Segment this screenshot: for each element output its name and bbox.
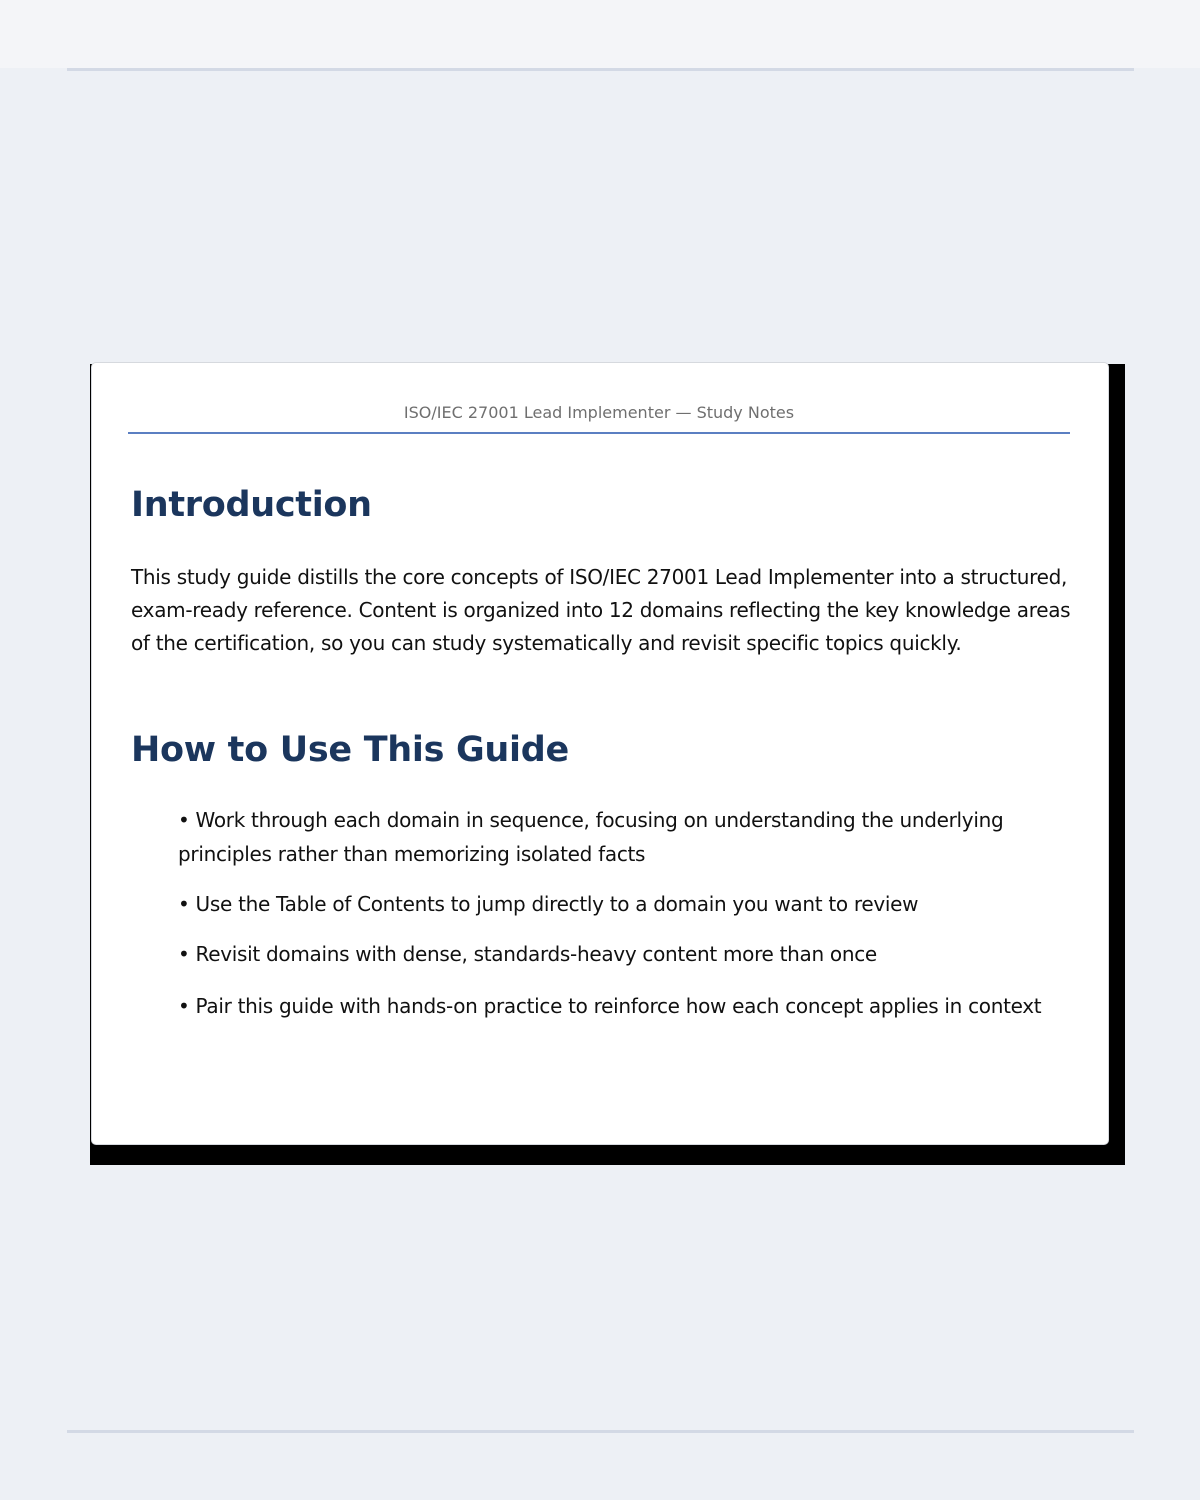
- list-item: • Pair this guide with hands-on practice to reinforce how each concept applies in context: [178, 994, 1042, 1018]
- list-item: • Revisit domains with dense, standards-heavy content more than once: [178, 942, 877, 966]
- viewer-top-bar: [0, 0, 1200, 68]
- how-to-use-list: [178, 803, 1058, 1039]
- how-to-use-heading: How to Use This Guide: [131, 730, 569, 770]
- top-divider: [67, 68, 1134, 71]
- bottom-divider: [67, 1430, 1134, 1433]
- introduction-paragraph: This study guide distills the core concepts of ISO/IEC 27001 Lead Implementer into a structured, exam-ready reference. Content is organized into 12 domains reflecting the key knowledge areas of the certification, so you can study systematically and revisit specific topics quickly.: [131, 565, 1071, 655]
- running-header: ISO/IEC 27001 Lead Implementer — Study Notes: [403, 403, 795, 422]
- document-page: [91, 362, 1109, 1145]
- list-item: • Work through each domain in sequence, focusing on understanding the underlying principles rather than memorizing isolated facts: [178, 808, 1004, 866]
- list-item: • Use the Table of Contents to jump directly to a domain you want to review: [178, 892, 919, 916]
- introduction-heading: Introduction: [131, 485, 372, 525]
- header-rule: [128, 432, 1070, 434]
